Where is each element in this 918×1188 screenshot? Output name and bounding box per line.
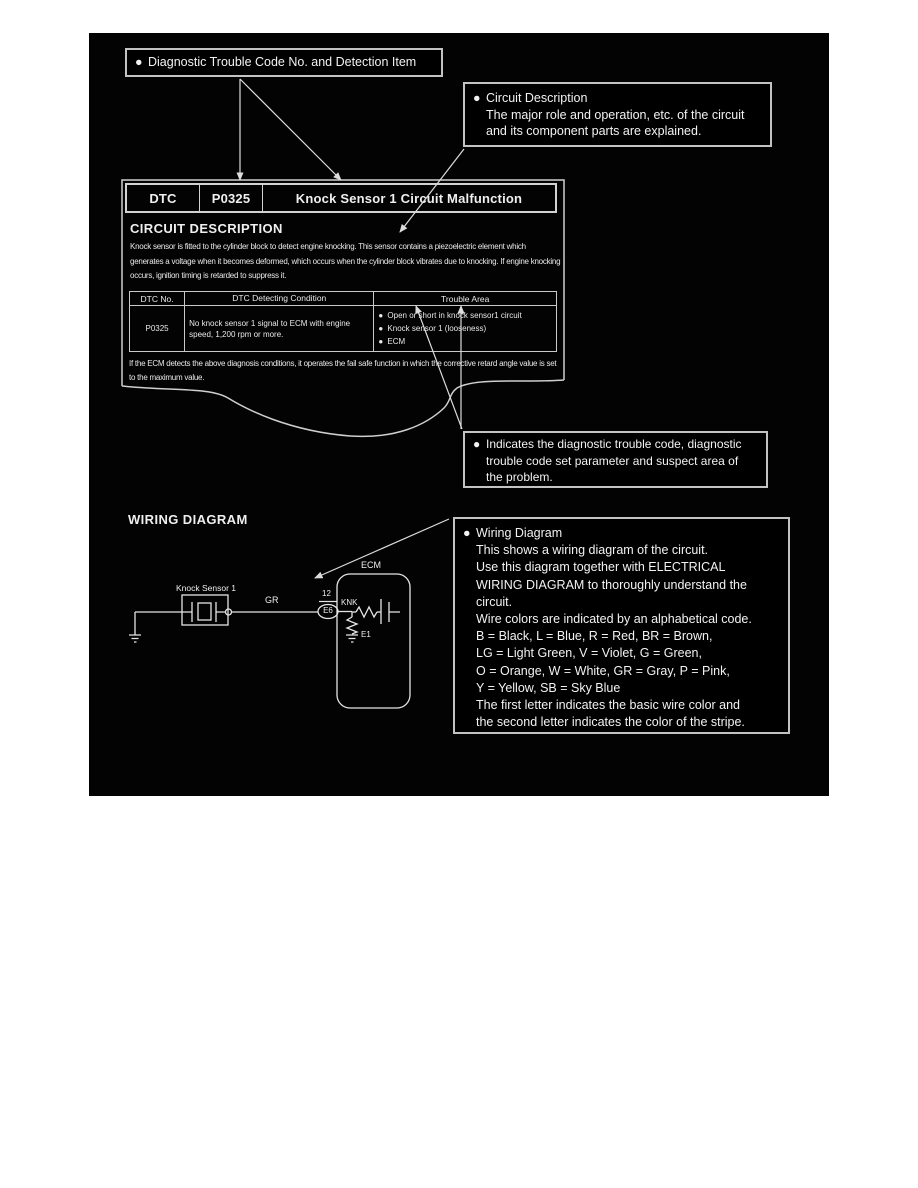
fail-safe-note: If the ECM detects the above diagnosis conditions, it operates the fail safe function in which the corrective retard angle value is set to the maximum value. xyxy=(129,359,557,382)
col-header-trouble-area: Trouble Area xyxy=(374,292,557,306)
callout-wiring-line: Wire colors are indicated by an alphabetical code. xyxy=(476,612,752,627)
cell-dtc-no: P0325 xyxy=(130,306,185,352)
cell-trouble-area xyxy=(374,306,557,352)
bullet-icon: ● xyxy=(473,437,481,451)
callout-wiring-line: WIRING DIAGRAM to thoroughly understand the xyxy=(476,577,747,592)
diagnostic-explainer-panel xyxy=(89,33,829,796)
wiring-diagram-heading: WIRING DIAGRAM xyxy=(128,512,248,527)
table-row xyxy=(130,306,557,352)
callout-wiring-line: the second letter indicates the color of the stripe. xyxy=(476,715,745,730)
callout-circuit-line: The major role and operation, etc. of the circuit xyxy=(486,107,745,122)
trouble-area-text: Knock sensor 1 (looseness) xyxy=(387,324,487,333)
callout-wiring-line: LG = Light Green, V = Violet, G = Green, xyxy=(476,646,702,661)
circuit-description-heading: CIRCUIT DESCRIPTION xyxy=(130,221,283,236)
ecm-label: ECM xyxy=(361,560,381,570)
callout-wiring-diagram xyxy=(453,517,790,734)
capacitor-icon xyxy=(381,599,400,624)
col-header-detecting-condition: DTC Detecting Condition xyxy=(185,292,374,306)
dtc-banner xyxy=(125,183,557,213)
resistor-icon-vertical xyxy=(347,612,357,634)
bullet-icon: ● xyxy=(378,337,384,346)
trouble-area-item xyxy=(378,322,552,335)
dtc-banner-code: P0325 xyxy=(200,185,263,211)
terminal-label: KNK xyxy=(341,598,358,607)
circuit-description-body: Knock sensor is fitted to the cylinder block to detect engine knocking. This sensor contains a piezoelectric element which generates a voltage when it becomes deformed, which occurs when the cylinder block vibrates due to knocking. If engine knocking occurs, ignition timing is retarded to suppress it. xyxy=(130,242,561,280)
trouble-area-item xyxy=(378,335,552,348)
ground-icon xyxy=(129,612,141,642)
terminal-dot-icon xyxy=(226,609,232,615)
table-header-row xyxy=(130,292,557,306)
dtc-detail-table xyxy=(129,291,557,352)
col-header-dtc-no: DTC No. xyxy=(130,292,185,306)
bullet-icon: ● xyxy=(463,526,471,540)
callout-indicates-text: Indicates the diagnostic trouble code, diagnostic xyxy=(486,437,742,451)
pin-number-label: 12 xyxy=(322,589,331,598)
callout-wiring-line: This shows a wiring diagram of the circuit. xyxy=(476,543,709,558)
callout-indicates-line: the problem. xyxy=(486,470,553,484)
callout-wiring-line: The first letter indicates the basic wire color and xyxy=(476,698,741,713)
knock-sensor-symbol xyxy=(182,595,232,625)
callout-wiring-line: B = Black, L = Blue, R = Red, BR = Brown, xyxy=(476,629,713,644)
arrow-to-detection-item xyxy=(240,79,341,180)
callout-dtc-detection-item xyxy=(125,48,443,77)
ground-terminal-label: E1 xyxy=(361,630,371,639)
callout-title-row xyxy=(473,90,762,107)
cell-detecting-condition: No knock sensor 1 signal to ECM with engine speed, 1,200 rpm or more. xyxy=(185,306,374,352)
arrow-to-wiring-diagram xyxy=(315,519,449,578)
bullet-icon: ● xyxy=(378,324,384,333)
callout-indicates-line: trouble code set parameter and suspect area of xyxy=(486,453,739,468)
callout-wiring-line: O = Orange, W = White, GR = Gray, P = Pink, xyxy=(476,663,730,678)
callout-circuit-line: and its component parts are explained. xyxy=(486,124,702,138)
callout-wiring-title-row xyxy=(463,525,784,542)
callout-dtc-item-label: Diagnostic Trouble Code No. and Detection Item xyxy=(148,55,417,69)
wire-color-label: GR xyxy=(265,595,279,605)
callout-wiring-line: circuit. xyxy=(476,594,513,609)
ecm-box-outline xyxy=(337,574,410,708)
callout-circuit-description xyxy=(463,82,772,147)
callout-text xyxy=(135,54,433,71)
bullet-icon: ● xyxy=(473,91,481,105)
dtc-banner-title: Knock Sensor 1 Circuit Malfunction xyxy=(295,190,523,206)
knock-sensor-label: Knock Sensor 1 xyxy=(175,583,236,593)
callout-indicates xyxy=(463,431,768,488)
callout-circuit-title: Circuit Description xyxy=(486,91,588,105)
callout-wiring-line: Use this diagram together with ELECTRICAL xyxy=(476,560,726,575)
bullet-icon: ● xyxy=(378,311,384,320)
trouble-area-text: ECM xyxy=(387,337,406,346)
callout-wiring-title: Wiring Diagram xyxy=(476,526,563,540)
callout-indicates-line xyxy=(473,436,760,453)
resistor-icon xyxy=(352,607,381,617)
trouble-area-text: Open or short in knock sensor1 circuit xyxy=(387,311,522,320)
trouble-area-item xyxy=(378,309,552,322)
callout-wiring-line: Y = Yellow, SB = Sky Blue xyxy=(476,680,621,695)
bullet-icon: ● xyxy=(135,55,143,69)
ground-icon-e1 xyxy=(346,635,358,642)
connector-label: E6 xyxy=(323,605,333,615)
dtc-banner-label: DTC xyxy=(127,185,200,211)
